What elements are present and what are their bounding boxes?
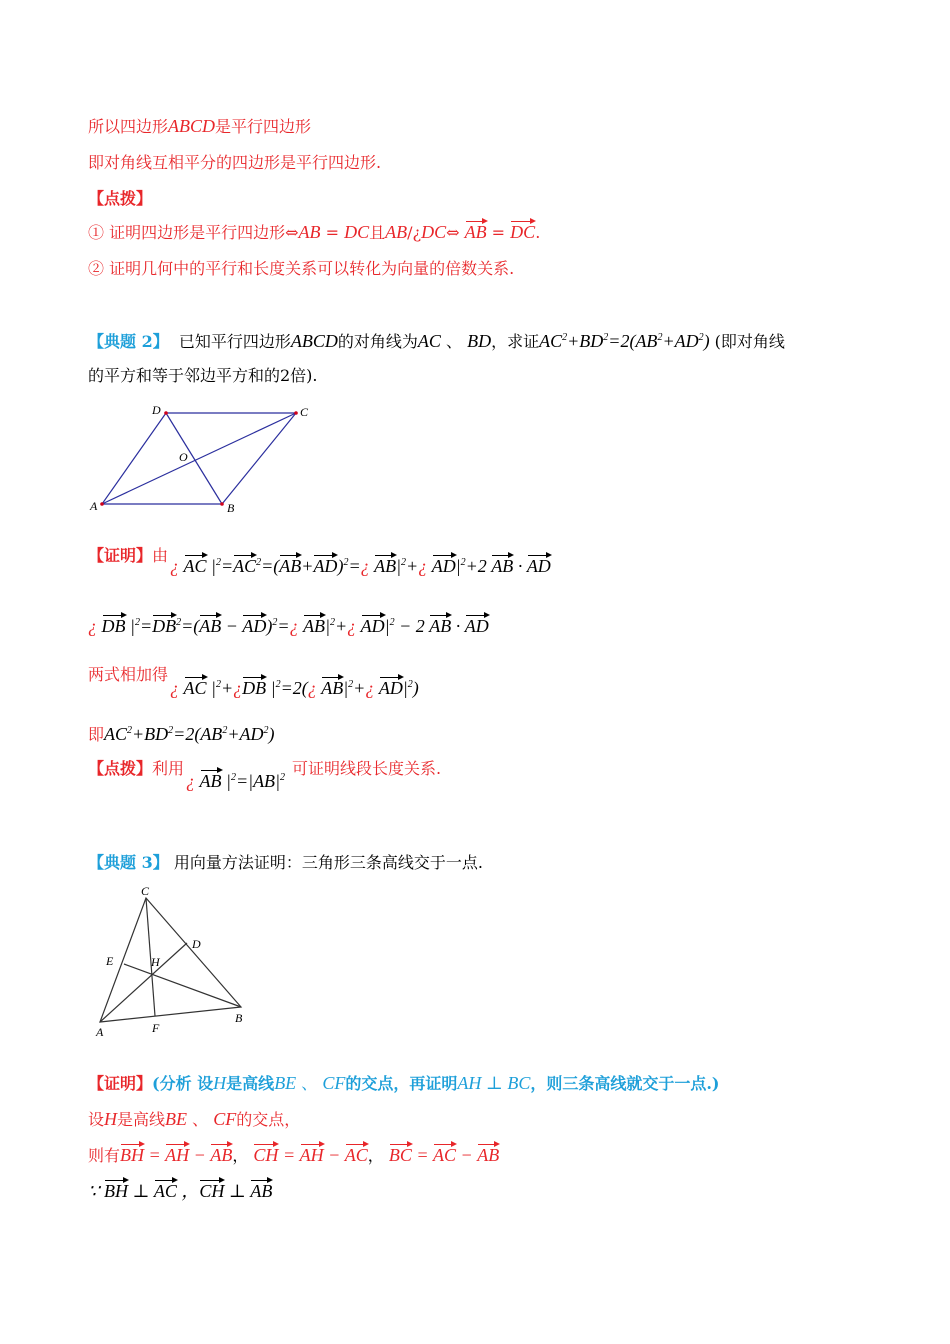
tri-label-e: E [106,954,114,968]
conclusion-line-2: 即对角线互相平分的四边形是平行四边形. [88,153,382,172]
example3-question [88,851,483,875]
tip-equation-2: ¿ AB $|^2=|AB|^2$ [186,771,286,791]
proof-lead-2: 由 [152,546,169,565]
tri-label-d: D [192,937,201,951]
tip-line-1: ① 证明四边形是平行四边形⇔AB = DC且AB/¿DC⇔ AB = DC. [88,222,541,242]
example2-proof-1 [88,544,168,568]
tri-label-a: A [96,1025,104,1039]
figure-label-o: O [179,450,188,464]
sum-lead: 两式相加得 [88,665,169,684]
triangle-figure [90,882,260,1042]
figure-label-b: B [227,501,235,515]
tri-label-f: F [152,1021,160,1035]
tip-2 [88,757,184,781]
parallelogram-figure [86,402,316,520]
example3-label: 【典题 3】 [88,853,169,872]
result-line: 即$AC^2+BD^2=2(AB^2+AD^2)$ [88,724,275,744]
example2-question: 【典题 2】 已知平行四边形ABCD的对角线为AC 、 BD，求证$AC^2+BD^2=2(AB^2+AD^2)$ (即对角线 [88,331,785,351]
example2-label: 【典题 2】 [88,332,169,351]
example2-question-2: 的平方和等于邻边平方和的2倍). [88,366,318,385]
equation-3: ¿ AC $|^2+¿DB$ $|^2=2(¿$ $AB|^2+¿$ $AD|^2$) [170,678,419,698]
conclusion-line-1: 所以四边形ABCD是平行四边形 [88,116,312,136]
equation-2: ¿ DB $|^2=DB^2=(AB$ − AD)$^2$=¿ $AB|^2+¿$ $AD|^2 - 2$ AB · AD [88,616,489,636]
tip-label-1: 【点拨】 [88,189,153,208]
proof3-line-1: 设H是高线BE 、 CF的交点， [88,1109,301,1129]
tip-label-2: 【点拨】 [88,759,153,778]
result-lead: 即 [88,725,105,744]
figure-label-a: A [90,499,98,513]
example3-text: 用向量方法证明：三角形三条高线交于一点. [173,853,483,872]
tri-label-b: B [235,1011,243,1025]
proof-label-3: 【证明】 [88,1074,153,1093]
figure-label-d: D [152,403,161,417]
tip-lead-2: 利用 [152,759,185,778]
proof-label-2: 【证明】 [88,546,153,565]
figure-label-c: C [300,405,309,419]
tri-label-h: H [151,955,160,969]
proof3-line-3: ∵ BH ⊥ AC ，CH ⊥ AB [88,1181,273,1201]
equation-1: ¿ AC $|^2=AC^2=(AB+AD)^2=¿$ $AB|^2+¿$ $AD|^2+2$ AB · AD [170,556,551,576]
tip-tail-2: 可证明线段长度关系. [292,759,442,778]
tri-label-c: C [141,884,150,898]
example3-proof-analysis: 【证明】(分析 设H是高线BE 、 CF的交点，再证明AH ⊥ BC，则三条高线就交于一点.) [88,1073,720,1093]
proof3-line-2: 则有BH = AH − AB， CH = AH − AC， BC = AC − AB [88,1145,500,1165]
tip-line-2: ② 证明几何中的平行和长度关系可以转化为向量的倍数关系. [88,259,515,278]
